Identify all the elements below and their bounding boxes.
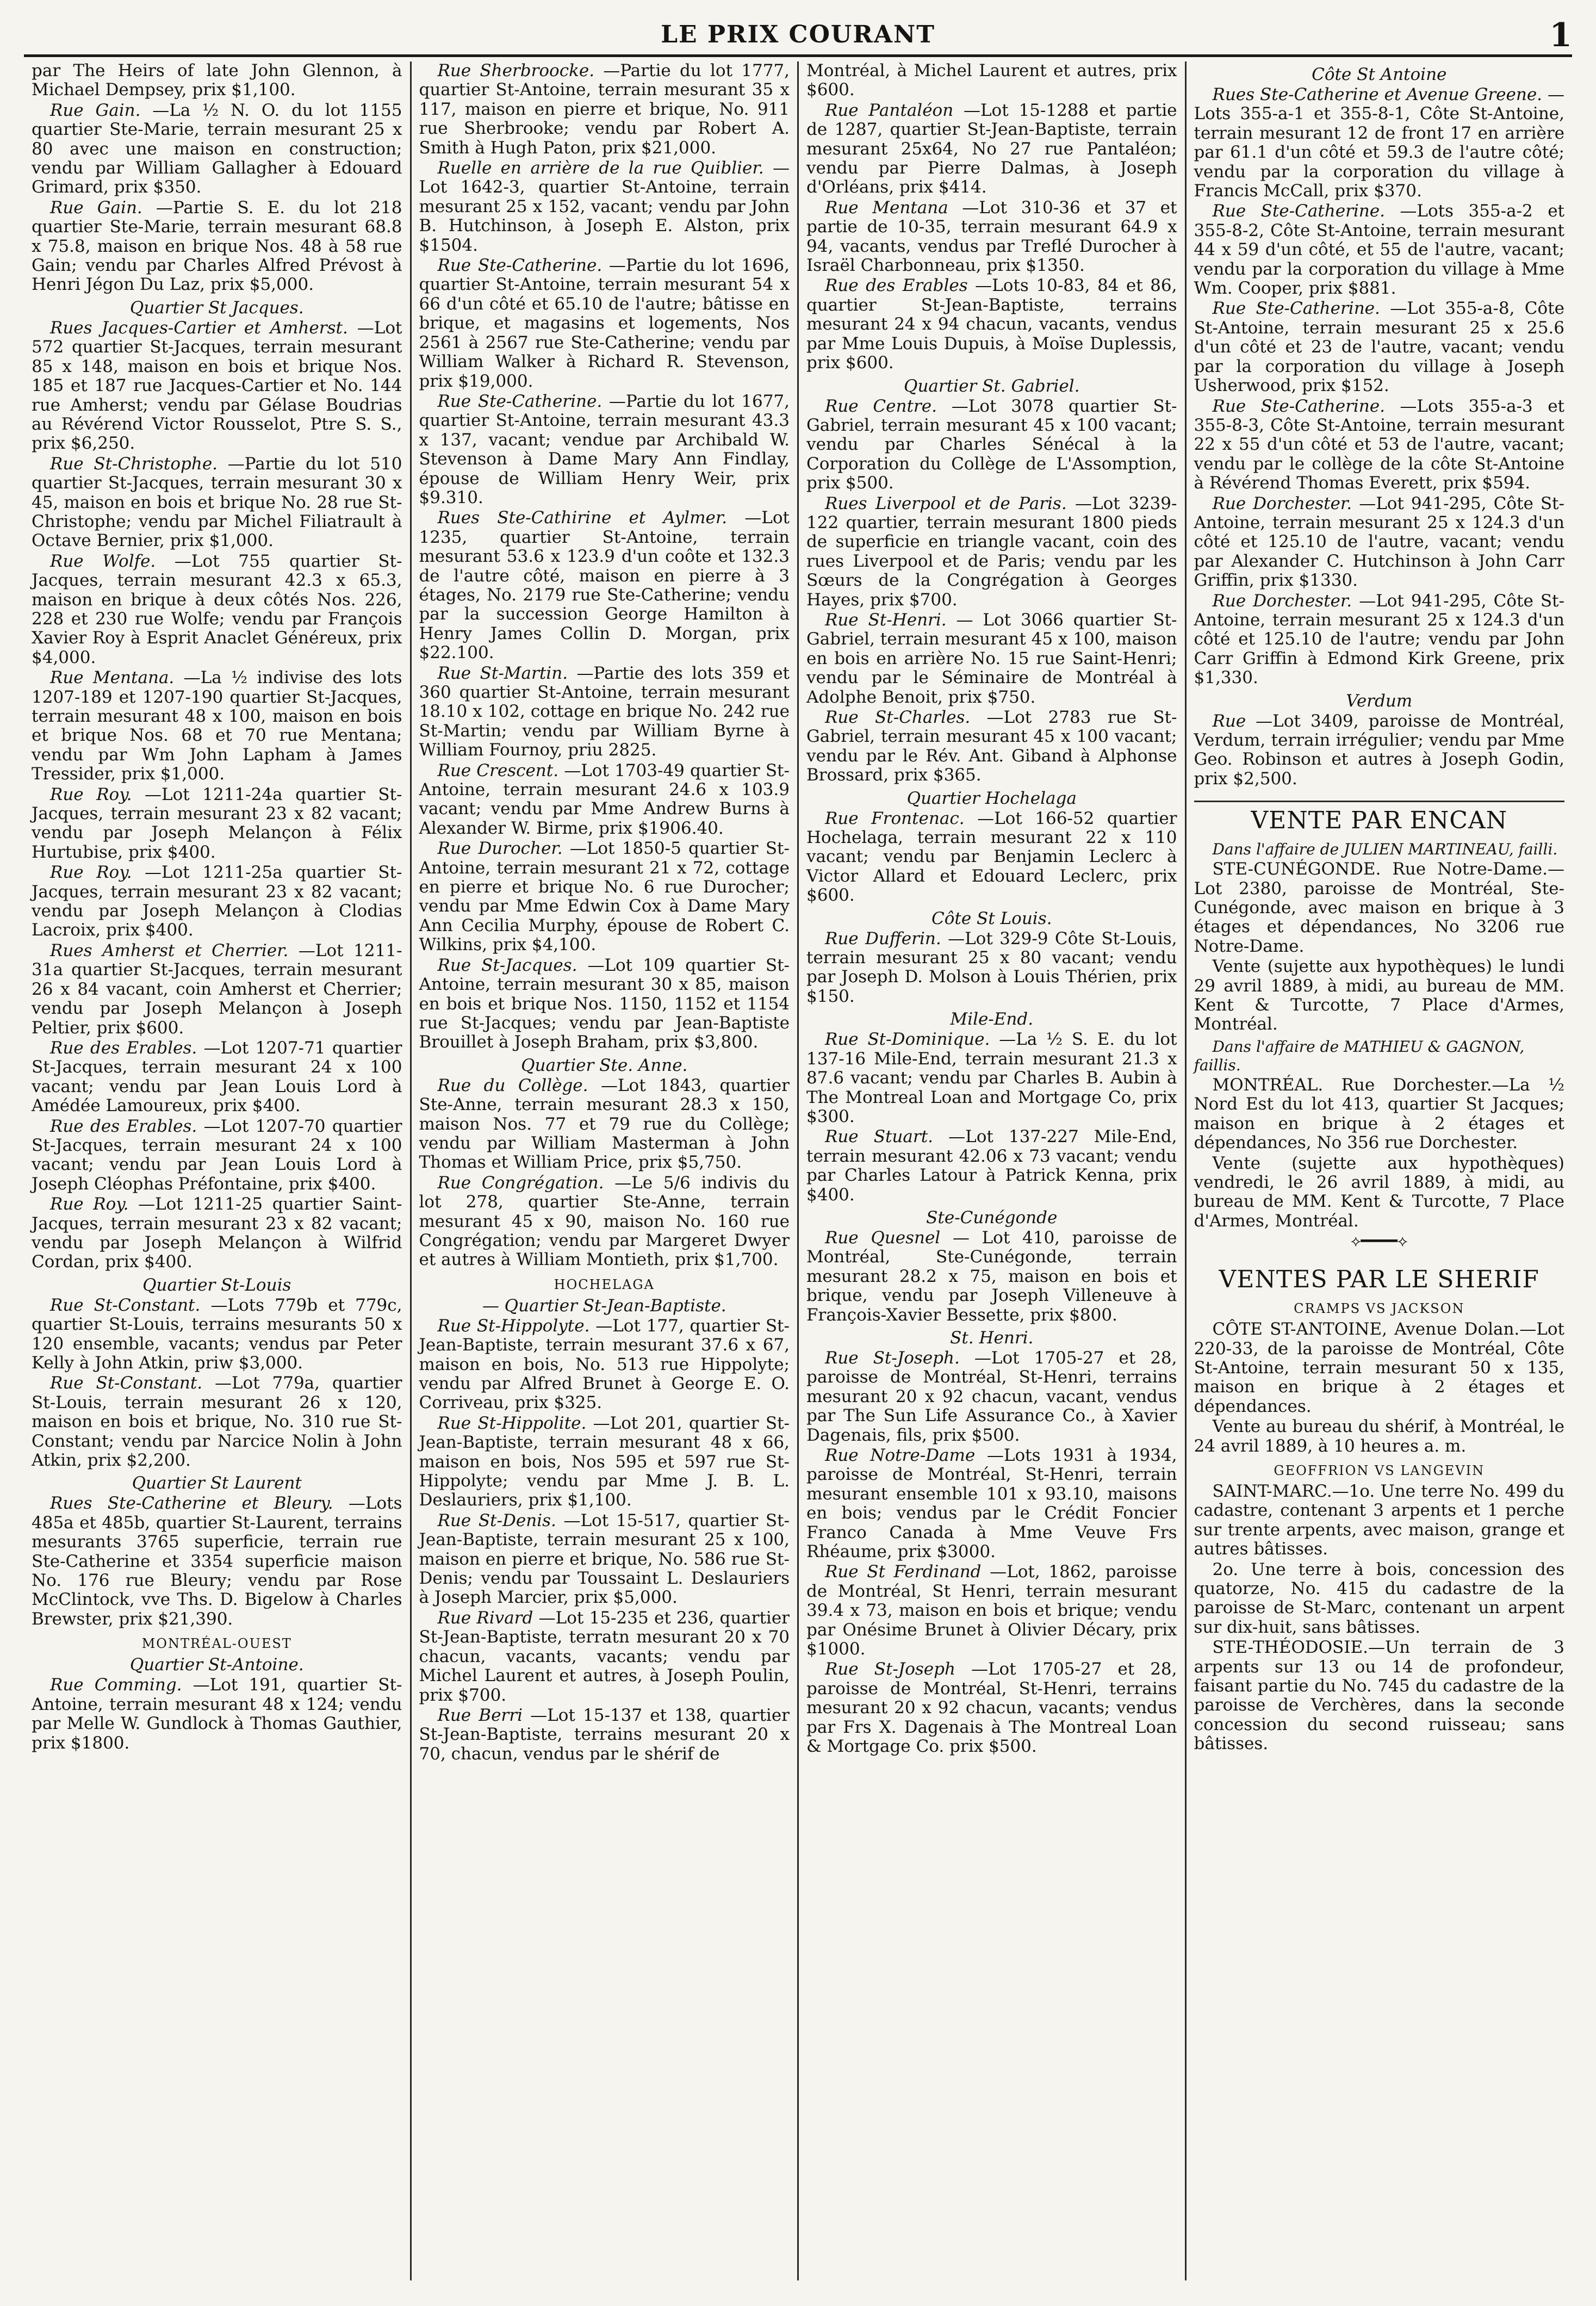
street-name: Rue du Collège. [437, 1075, 601, 1095]
street-name: Rue Dufferin. [825, 928, 948, 949]
column-2 [412, 61, 799, 2280]
section-heading: CRAMPS VS JACKSON [1294, 1301, 1465, 1317]
entry-text: —Lot 355-a-8, Côte St-Antoine, terrain mesurant 25 x 25.6 d'un côté et 23 de l'autre, vacant; vendu par la corporation du village à Joseph Usherwood, prix $152. [1194, 299, 1564, 396]
listing-entry [806, 1563, 1177, 1659]
street-name: Rue Ste-Catherine. [1212, 299, 1390, 319]
listing-entry [32, 668, 402, 784]
entry-text: —Lot 3409, paroisse de Montréal, Verdum, terrain irrégulier; vendu par Mme Geo. Robinson et autres à Joseph Godin, prix $2,500. [1194, 711, 1564, 789]
entry-text: —Lot 1211-25a quartier St-Jacques, terrain mesurant 23 x 82 vacant; vendu par Joseph Melançon à Clodias Lacroix, prix $400. [32, 863, 402, 940]
columns [24, 61, 1572, 2280]
street-name: Rue Stuart. [825, 1127, 949, 1147]
listing-entry [1194, 1638, 1565, 1753]
street-name: Rue des Erables. [50, 1038, 204, 1058]
district-heading: Quartier St-Louis [142, 1275, 291, 1295]
street-name: Rues Liverpool et de Paris. [825, 493, 1076, 513]
street-name: Rue Ste-Catherine. [437, 391, 609, 411]
street-name: Rue Gain. [50, 100, 153, 120]
listing-entry [806, 611, 1177, 707]
district-heading: Ste-Cunégonde [926, 1207, 1058, 1228]
entry-text: —Lot 137-227 Mile-End, terrain mesurant 42.06 x 73 vacant; vendu par Charles Latour à Patrick Kenna, prix $400. [806, 1127, 1177, 1205]
street-name: Rue Pantaléon [825, 100, 964, 120]
listing-entry [32, 941, 402, 1038]
listing-entry [32, 1117, 402, 1194]
entry-text: —Lots 779b et 779c, quartier St-Louis, terrains mesurants 50 x 120 ensemble, vacants; vendus par Peter Kelly à John Atkin, priw $3,000. [32, 1295, 402, 1373]
listing-entry [32, 1296, 402, 1373]
notice-heading: VENTES PAR LE SHERIF [1219, 1266, 1539, 1294]
entry-text: —Lot 1705-27 et 28, paroisse de Montréal, St-Henri, terrains mesurant 20 x 92 chacun, vacants; vendus par Frs X. Dagenais à The Montreal Loan & Mortgage Co. prix $500. [806, 1659, 1177, 1757]
listing-entry [806, 1229, 1177, 1325]
entry-text: SAINT-MARC.—1o. Une terre No. 499 du cadastre, contenant 3 arpents et 1 perche sur trente arpents, avec maison, grange et autres bâtisses. [1194, 1481, 1564, 1559]
listing-entry [419, 1076, 790, 1173]
listing-entry [1194, 494, 1565, 591]
entry-text: Vente au bureau du shérif, à Montréal, le 24 avril 1889, à 10 heures a. m. [1194, 1417, 1564, 1456]
entry-text: Vente (sujette aux hypothèques) le lundi 29 avril 1889, à midi, au bureau de MM. Kent & Turcotte, 7 Place d'Armes, Montréal. [1194, 957, 1564, 1034]
entry-text: —Lot 191, quartier St-Antoine, terrain mesurant 48 x 124; vendu par Melle W. Gundlock à Thomas Gauthier, prix $1800. [32, 1675, 402, 1753]
street-name: Rue Centre. [825, 396, 952, 416]
street-name: Rues Jacques-Cartier et Amherst. [50, 318, 357, 338]
street-name: Rue St-Charles. [825, 708, 987, 727]
listing-entry [32, 199, 402, 295]
listing-entry [806, 1349, 1177, 1445]
district-heading: Verdum [1346, 691, 1413, 711]
listing-entry [419, 159, 790, 255]
street-name: Rues Ste-Cathirine et Aylmer. [437, 508, 745, 528]
listing-entry [419, 61, 790, 158]
listing-entry [32, 1374, 402, 1470]
entry-text: —Lot 310-36 et 37 et partie de 10-35, terrain mesurant 64.9 x 94, vacants, vendus par Treflé Durocher à Israël Charbonneau, prix $1350. [806, 197, 1177, 276]
district-heading: Mile-End. [950, 1009, 1034, 1030]
street-name: Rue Dorchester. [1212, 591, 1359, 611]
listing-entry [419, 1317, 790, 1413]
entry-text: —Lot 3239-122 quartier, terrain mesurant 1800 pieds de superficie en triangle vacant, coin des rues Liverpool et de Paris; vendu par les Sœurs de la Congrégation à Georges Hayes, prix $700. [806, 493, 1177, 610]
street-name: Rue St-Joseph [825, 1659, 971, 1679]
street-name: Rue des Erables. [50, 1116, 204, 1136]
entry-text: —Lot 941-295, Côte St-Antoine, terrain mesurant 25 x 124.3 d'un côté et 125.10 de l'autre, vacant; vendu par Alexander C. Hutchinson à John Carr Griffin, prix $1330. [1194, 493, 1564, 591]
street-name: Rue St-Denis. [437, 1510, 564, 1530]
entry-text: —La ½ N. O. du lot 1155 quartier Ste-Marie, terrain mesurant 25 x 80 avec une maison en construction; vendu par William Gallagher à Edouard Grimard, prix $350. [32, 100, 402, 197]
entry-text: —Lots 1931 à 1934, paroisse de Montréal, St-Henri, terrain mesurant ensemble 101 x 93.10, maisons en bois; vendus par le Crédit Foncier Franco Canada à Mme Veuve Frs Rhéaume, prix $3000. [806, 1446, 1177, 1562]
listing-entry [1194, 712, 1565, 789]
listing-entry [806, 929, 1177, 1007]
entry-text: —Lots 355-a-2 et 355-8-2, Côte St-Antoine, terrain mesurant 44 x 59 d'un côté, et 55 de l'autre, vacant; vendu par la corporation du village à Mme Wm. Cooper, prix $881. [1194, 201, 1565, 299]
street-name: Rue [1212, 711, 1256, 731]
district-heading: Quartier St Jacques. [129, 297, 304, 318]
listing-entry [419, 256, 790, 391]
listing-entry [806, 1030, 1177, 1126]
entry-text: —Lot 1211-24a quartier St-Jacques, terrain mesurant 23 x 82 vacant; vendu par Joseph Melançon à Félix Hurtubise, prix $400. [32, 784, 402, 862]
entry-text: STE-CUNÉGONDE. Rue Notre-Dame.—Lot 2380, paroisse de Montréal, Ste-Cunégonde, avec maison en brique à 3 étages et dépendances, No 3206 rue Notre-Dame. [1194, 859, 1564, 956]
listing-entry [32, 863, 402, 940]
listing-entry [1194, 1482, 1565, 1559]
listing-entry [419, 1174, 790, 1270]
listing-entry [32, 61, 402, 100]
listing-entry [419, 761, 790, 839]
entry-text: —Lot 1843, quartier Ste-Anne, terrain mesurant 28.3 x 150, maison Nos. 77 et 79 rue du Collège; vendu par William Masterman à John Thomas et William Price, prix $5,750. [419, 1075, 790, 1173]
entry-text: —La ½ indivise des lots 1207-189 et 1207-190 quartier St-Jacques, terrain mesurant 48 x 100, maison en bois et brique Nos. 68 et 70 rue Mentana; vendu par Wm John Lapham à James Tressider, prix $1,000. [32, 668, 402, 784]
street-name: Rue Congrégation. [437, 1173, 615, 1193]
district-heading: Quartier Ste. Anne. [521, 1055, 688, 1075]
listing-entry [1194, 957, 1565, 1034]
entry-text: —Lot 1207-70 quartier St-Jacques, terrain mesurant 24 x 100 vacant; vendu par Jean Louis Lord à Joseph Cléophas Préfontaine, prix $400. [32, 1116, 402, 1194]
listing-entry [32, 552, 402, 667]
listing-entry [32, 101, 402, 197]
entry-text: Vente (sujette aux hypothèques) vendredi, le 26 avril 1889, à midi, au bureau de MM. Kent & Turcotte, 7 Place d'Armes, Montréal. [1194, 1153, 1564, 1231]
entry-text: —Lot 3078 quartier St-Gabriel, terrain mesurant 45 x 100 vacant; vendu par Charles Sénécal à la Corporation du Collège de L'Assomption, prix $500. [806, 396, 1177, 493]
entry-text: —Lots 485a et 485b, quartier St-Laurent, terrains mesurants 3765 superficie, terrain rue Ste-Catherine et 3354 superficie maison No. 176 rue Bleury; vendu par Rose McClintock, vve Ths. D. Bigelow à Charles Brewster, prix $21,390. [32, 1493, 402, 1629]
listing-entry [1194, 1560, 1565, 1638]
entry-text: —La ½ S. E. du lot 137-16 Mile-End, terrain mesurant 21.3 x 87.6 vacant; vendu par Charles B. Aubin à The Montreal Loan and Mortgage Co, prix $300. [806, 1030, 1177, 1126]
listing-entry [32, 1494, 402, 1629]
street-name: Rue Dorchester. [1212, 493, 1359, 513]
entry-text: —Lot 1207-71 quartier St-Jacques, terrain mesurant 24 x 100 vacant; vendu par Jean Louis Lord à Amédée Lamoureux, prix $400. [32, 1038, 402, 1116]
column-4 [1187, 61, 1573, 2280]
ornament-divider: ⟡━━━━⟡ [1351, 1232, 1408, 1250]
street-name: Rue St-Joseph. [825, 1348, 974, 1368]
entry-text: —Lot 1211-25 quartier Saint-Jacques, terrain mesurant 23 x 82 vacant; vendu par Joseph Melançon à Wilfrid Cordan, prix $400. [32, 1194, 402, 1272]
street-name: Rue Mentana [825, 197, 962, 218]
entry-text: —Lot 329-9 Côte St-Louis, terrain mesurant 25 x 80 vacant; vendu par Joseph D. Molson à Louis Thérien, prix $150. [806, 928, 1177, 1006]
listing-entry [1194, 1320, 1565, 1416]
entry-text: —Lots 355-a-1 et 355-8-1, Côte St-Antoine, terrain mesurant 12 de front 17 en arrière par 61.1 d'un côté et 59.3 de l'autre côté; vendu par la corporation du village à Francis McCall, prix $370. [1194, 85, 1564, 201]
notice-heading: VENTE PAR ENCAN [1194, 801, 1565, 835]
entry-text: —Lot, 1862, paroisse de Montréal, St Henri, terrain mesurant 39.4 x 73, maison en bois et brique; vendu par Onésime Brunet à Olivier Décary, prix $1000. [806, 1562, 1177, 1659]
street-name: Rue Ste-Catherine. [1212, 201, 1400, 221]
street-name: Rues Ste-Catherine et Avenue Greene. [1212, 85, 1548, 104]
case-line: Dans l'affaire de MATHIEU & GAGNON, faillis. [1194, 1037, 1525, 1074]
listing-entry [419, 1414, 790, 1510]
listing-entry [1194, 860, 1565, 956]
street-name: Rue Ste-Catherine. [1212, 396, 1400, 416]
street-name: Rue Rivard [437, 1608, 539, 1628]
entry-text: —Lot 15-1288 et partie de 1287, quartier St-Jean-Baptiste, terrain mesurant 25x64, No 27 rue Pantaléon; vendu par Pierre Dalmas, à Joseph d'Orléans, prix $414. [806, 100, 1177, 197]
entry-text: par The Heirs of late John Glennon, à Michael Dempsey, prix $1,100. [32, 61, 402, 100]
district-heading: Quartier St-Antoine. [129, 1655, 304, 1675]
listing-entry [419, 509, 790, 662]
entry-text: —Lot 755 quartier St-Jacques, terrain mesurant 42.3 x 65.3, maison en brique à deux côtés Nos. 226, 228 et 230 rue Wolfe; vendu par François Xavier Roy à Esprit Anaclet Généreux, prix $4,000. [32, 551, 402, 667]
street-name: Rue Roy. [50, 863, 145, 883]
listing-entry [806, 809, 1177, 906]
newspaper-title: LE PRIX COURANT [661, 21, 935, 48]
street-name: Rue St-Constant. [50, 1295, 211, 1315]
listing-entry [1194, 592, 1565, 688]
listing-entry [32, 319, 402, 454]
district-heading: Quartier Hochelaga [906, 788, 1077, 808]
entry-text: —Lots 355-a-3 et 355-8-3, Côte St-Antoine, terrain mesurant 22 x 55 d'un côté et 53 de l'autre, vacant; vendu par le collège de la côte St-Antoine à Révérend Thomas Everett, prix $594. [1194, 396, 1565, 493]
entry-text: —Lot 1235, quartier St-Antoine, terrain mesurant 53.6 x 123.9 d'un coôte et 132.3 de l'autre côté, maison en pierre à 3 étages, No. 2179 rue Ste-Catherine; vendu par la succession George Hamilton à Henry James Collin D. Morgan, prix $22.100. [419, 508, 790, 663]
street-name: Rue St-Constant. [50, 1373, 215, 1393]
entry-text: —Lot 15-137 et 138, quartier St-Jean-Baptiste, terrains mesurant 20 x 70, chacun, vendus par le shérif de [419, 1705, 790, 1764]
listing-entry [1194, 299, 1565, 395]
district-heading: — Quartier St-Jean-Baptiste. [482, 1295, 726, 1316]
listing-entry [32, 1039, 402, 1116]
entry-text: —Lot 941-295, Côte St-Antoine, terrain mesurant 25 x 124.3 d'un côté et 125.10 de l'autre; vendu par John Carr Griffin à Edmond Kirk Greene, prix $1,330. [1194, 591, 1564, 688]
listing-entry [419, 839, 790, 954]
entry-text: —Lot 1211-31a quartier St-Jacques, terrain mesurant 26 x 84 vacant, coin Amherst et Cherrier; vendu par Joseph Melançon à Joseph Peltier, prix $600. [32, 940, 402, 1038]
street-name: Rue Sherbroocke. [437, 61, 604, 80]
entry-text: —Lot 1705-27 et 28, paroisse de Montréal, St-Henri, terrains mesurant 20 x 92 chacun, vacant, vendus par The Sun Life Assurance Co., à Xavier Dagenais, fils, prix $500. [806, 1348, 1177, 1445]
listing-entry [1194, 1417, 1565, 1456]
entry-text: —Lot 572 quartier St-Jacques, terrain mesurant 85 x 148, maison en bois et brique Nos. 185 et 187 rue Jacques-Cartier et No. 144 rue Amherst; vendu par Gélase Boudrias au Révérend Victor Rousselot, Ptre S. S., prix $6,250. [32, 318, 402, 454]
street-name: Rue Comming. [50, 1675, 193, 1695]
street-name: Rue Wolfe. [50, 551, 175, 571]
street-name: Ruelle en arrière de la rue Quiblier. [437, 158, 773, 178]
listing-entry [806, 101, 1177, 197]
entry-text: —Lot 15-235 et 236, quartier St-Jean-Baptiste, terratn mesurant 20 x 70 chacun, vacants, vacants; vendu par Michel Laurent et autres, à Joseph Poulin, prix $700. [419, 1608, 790, 1705]
street-name: Rue Berri [437, 1705, 531, 1725]
street-name: Rue St Ferdinand [825, 1562, 990, 1582]
listing-entry [806, 199, 1177, 276]
listing-entry [1194, 85, 1565, 201]
entry-text: —Lot 109 quartier St-Antoine, terrain mesurant 30 x 85, maison en bois et brique Nos. 1150, 1152 et 1154 rue St-Jacques; vendu par Jean-Baptiste Brouillet à Joseph Braham, prix $3,800. [419, 955, 790, 1052]
listing-entry [806, 1660, 1177, 1756]
column-3 [799, 61, 1187, 2280]
column-1 [24, 61, 412, 2280]
district-heading: Côte St Antoine [1312, 65, 1447, 84]
entry-text: CÔTE ST-ANTOINE, Avenue Dolan.—Lot 220-33, de la paroisse de Montréal, Côte St-Antoine, terrain mesurant 50 x 135, maison en brique à 2 étages et dépendances. [1194, 1319, 1564, 1416]
listing-entry [32, 1195, 402, 1272]
entry-text: —Partie du lot 1696, quartier St-Antoine, terrain mesurant 54 x 66 d'un côté et 65.10 de l'autre; bâtisse en brique, et magasins et logements, Nos 2561 à 2567 rue Ste-Catherine; vendu par William Walker à Richard R. Stevenson, prix $19,000. [419, 256, 790, 391]
listing-entry [32, 455, 402, 551]
entry-text: MONTRÉAL. Rue Dorchester.—La ½ Nord Est du lot 413, quartier St Jacques; maison en brique à 2 étages et dépendances, No 356 rue Dorchester. [1194, 1075, 1564, 1153]
street-name: Rue St-Henri. [825, 610, 957, 630]
street-name: Rue Mentana. [50, 668, 184, 688]
masthead [24, 16, 1572, 57]
entry-text: —Lot 1703-49 quartier St-Antoine, terrain mesurant 24.6 x 103.9 vacant; vendu par Mme Andrew Burns à Alexander W. Birme, prix $1906.40. [419, 760, 790, 838]
page-number: 1 [1549, 16, 1572, 54]
entry-text: 2o. Une terre à bois, concession des quatorze, No. 415 du cadastre de la paroisse de St-Marc, contenant un arpent sur dix-huit, sans bâtisses. [1194, 1559, 1564, 1637]
listing-entry [419, 956, 790, 1052]
listing-entry [419, 392, 790, 507]
section-heading: HOCHELAGA [554, 1276, 655, 1292]
listing-entry [806, 276, 1177, 373]
entry-text: —Lot 177, quartier St-Jean-Baptiste, terrain mesurant 37.6 x 67, maison en bois, No. 513 rue Hippolyte; vendu par Alfred Brunet à George E. O. Corriveau, prix $325. [419, 1316, 790, 1413]
listing-entry [806, 494, 1177, 610]
street-name: Rue Frontenac. [825, 808, 978, 828]
entry-text: —Lot 201, quartier St-Jean-Baptiste, terrain mesurant 48 x 66, maison en bois, Nos 595 et 597 rue St-Hippolyte; vendu par Mme J. B. L. Deslauriers, prix $1,100. [419, 1413, 790, 1510]
street-name: Rues Amherst et Cherrier. [50, 940, 299, 960]
district-heading: Quartier St. Gabriel. [904, 376, 1080, 396]
entry-text: —Le 5/6 indivis du lot 278, quartier Ste-Anne, terrain mesurant 45 x 90, maison No. 160 rue Congrégation; vendu par Margeret Dwyer et autres à William Montieth, prix $1,700. [419, 1173, 790, 1270]
entry-text: STE-THÉODOSIE.—Un terrain de 3 arpents sur 13 ou 14 de profondeur, faisant partie du No. 745 du cadastre de la paroisse de Verchères, dans la seconde concession du second ruisseau; sans bâtisses. [1194, 1638, 1564, 1754]
street-name: Rue Notre-Dame [825, 1446, 987, 1465]
listing-entry [1194, 1154, 1565, 1231]
district-heading: Quartier St Laurent [132, 1473, 302, 1493]
listing-entry [32, 785, 402, 863]
street-name: Rue Roy. [50, 1194, 139, 1214]
entry-text: —Partie du lot 510 quartier St-Jacques, terrain mesurant 30 x 45, maison en bois et brique No. 28 rue St-Christophe; vendu par Michel Filiatrault à Octave Bernier, prix $1,000. [32, 454, 402, 551]
street-name: Rue Roy. [50, 784, 145, 804]
entry-text: — Lot 410, paroisse de Montréal, Ste-Cunégonde, terrain mesurant 28.2 x 75, maison en bois et brique, vendu par Joseph Villeneuve à François-Xavier Bessette, prix $800. [806, 1228, 1177, 1325]
listing-entry [806, 61, 1177, 100]
entry-text: —Lot 15-517, quartier St-Jean-Baptiste, terrain mesurant 25 x 100, maison en pierre et brique, No. 586 rue St-Denis; vendu par Toussaint L. Deslauriers à Joseph Marcier, prix $5,000. [419, 1510, 790, 1608]
entry-text: —Lot 779a, quartier St-Louis, terrain mesurant 26 x 120, maison en bois et brique, No. 310 rue St-Constant; vendu par Narcice Nolin à John Atkin, prix $2,200. [32, 1373, 402, 1471]
entry-text: —Lot 1850-5 quartier St-Antoine, terrain mesurant 21 x 72, cottage en pierre et brique No. 6 rue Durocher; vendu par Mme Edwin Cox à Dame Mary Ann Cecilia Murphy, épouse de Robert C. Wilkins, prix $4,100. [419, 839, 790, 955]
street-name: Rue St-Hippolite. [437, 1413, 593, 1433]
listing-entry [419, 664, 790, 760]
entry-text: —Partie S. E. du lot 218 quartier Ste-Marie, terrain mesurant 68.8 x 75.8, maison en brique Nos. 48 à 58 rue Gain; vendu par Charles Alfred Prévost à Henri Jégon Du Laz, prix $5,000. [32, 197, 402, 295]
street-name: Rue St-Martin. [437, 663, 577, 683]
listing-entry [419, 1609, 790, 1705]
listing-entry [806, 397, 1177, 493]
street-name: Rues Ste-Catherine et Bleury. [50, 1493, 349, 1514]
entry-text: Montréal, à Michel Laurent et autres, prix $600. [806, 61, 1177, 100]
district-heading: St. Henri. [950, 1328, 1034, 1348]
section-heading: GEOFFRION VS LANGEVIN [1274, 1462, 1485, 1478]
entry-text: — Lot 3066 quartier St-Gabriel, terrain mesurant 45 x 100, maison en bois en arrière No. 15 rue Saint-Henri; vendu par le Séminaire de Montréal à Adolphe Benoit, prix $750. [806, 610, 1177, 707]
entry-text: —Lot 166-52 quartier Hochelaga, terrain mesurant 22 x 110 vacant; vendu par Benjamin Leclerc à Victor Allard et Edouard Leclerc, prix $600. [806, 808, 1177, 906]
district-heading: Côte St Louis. [931, 908, 1052, 928]
entry-text: —Partie des lots 359 et 360 quartier St-Antoine, terrain mesurant 18.10 x 102, cottage en brique No. 242 rue St-Martin; vendu par William Byrne à William Fournoy, priu 2825. [419, 663, 790, 760]
street-name: Rue Crescent. [437, 760, 564, 780]
street-name: Rue St-Hippolyte. [437, 1316, 596, 1336]
street-name: Rue Ste-Catherine. [437, 256, 609, 276]
street-name: Rue St-Christophe. [50, 454, 228, 474]
entry-text: —Lot 2783 rue St-Gabriel, terrain mesurant 45 x 100 vacant; vendu par le Rév. Ant. Giband à Alphonse Brossard, prix $365. [806, 708, 1177, 785]
listing-entry [806, 708, 1177, 785]
street-name: Rue St-Jacques. [437, 955, 588, 975]
entry-text: —Lots 10-83, 84 et 86, quartier St-Jean-Baptiste, terrains mesurant 24 x 94 chacun, vacants, vendus par Mme Louis Dupuis, à Moïse Duplessis, prix $600. [806, 276, 1177, 373]
listing-entry [32, 1676, 402, 1753]
entry-text: —Partie du lot 1777, quartier St-Antoine, terrain mesurant 35 x 117, maison en pierre et brique, No. 911 rue Sherbrooke; vendu par Robert A. Smith à Hugh Paton, prix $21,000. [419, 61, 790, 158]
listing-entry [1194, 1076, 1565, 1153]
section-heading: MONTRÉAL-OUEST [141, 1636, 292, 1652]
street-name: Rue Quesnel [825, 1228, 953, 1248]
listing-entry [1194, 397, 1565, 493]
listing-entry [806, 1446, 1177, 1561]
listing-entry [419, 1511, 790, 1608]
street-name: Rue des Erables [825, 276, 976, 296]
street-name: Rue St-Dominique. [825, 1030, 999, 1050]
listing-entry [806, 1127, 1177, 1205]
case-line: Dans l'affaire de JULIEN MARTINEAU, failli. [1212, 840, 1558, 859]
entry-text: —Partie du lot 1677, quartier St-Antoine, terrain mesurant 43.3 x 137, vacant; vendue par Archibald W. Stevenson à Dame Mary Ann Findlay, épouse de William Henry Weir, prix $9.310. [419, 391, 790, 507]
street-name: Rue Durocher. [437, 839, 570, 859]
listing-entry [1194, 202, 1565, 298]
listing-entry [419, 1706, 790, 1764]
street-name: Rue Gain. [50, 197, 156, 218]
entry-text: —Lot 1642-3, quartier St-Antoine, terrain mesurant 25 x 152, vacant; vendu par John B. Hutchinson, à Joseph E. Alston, prix $1504. [419, 158, 790, 255]
